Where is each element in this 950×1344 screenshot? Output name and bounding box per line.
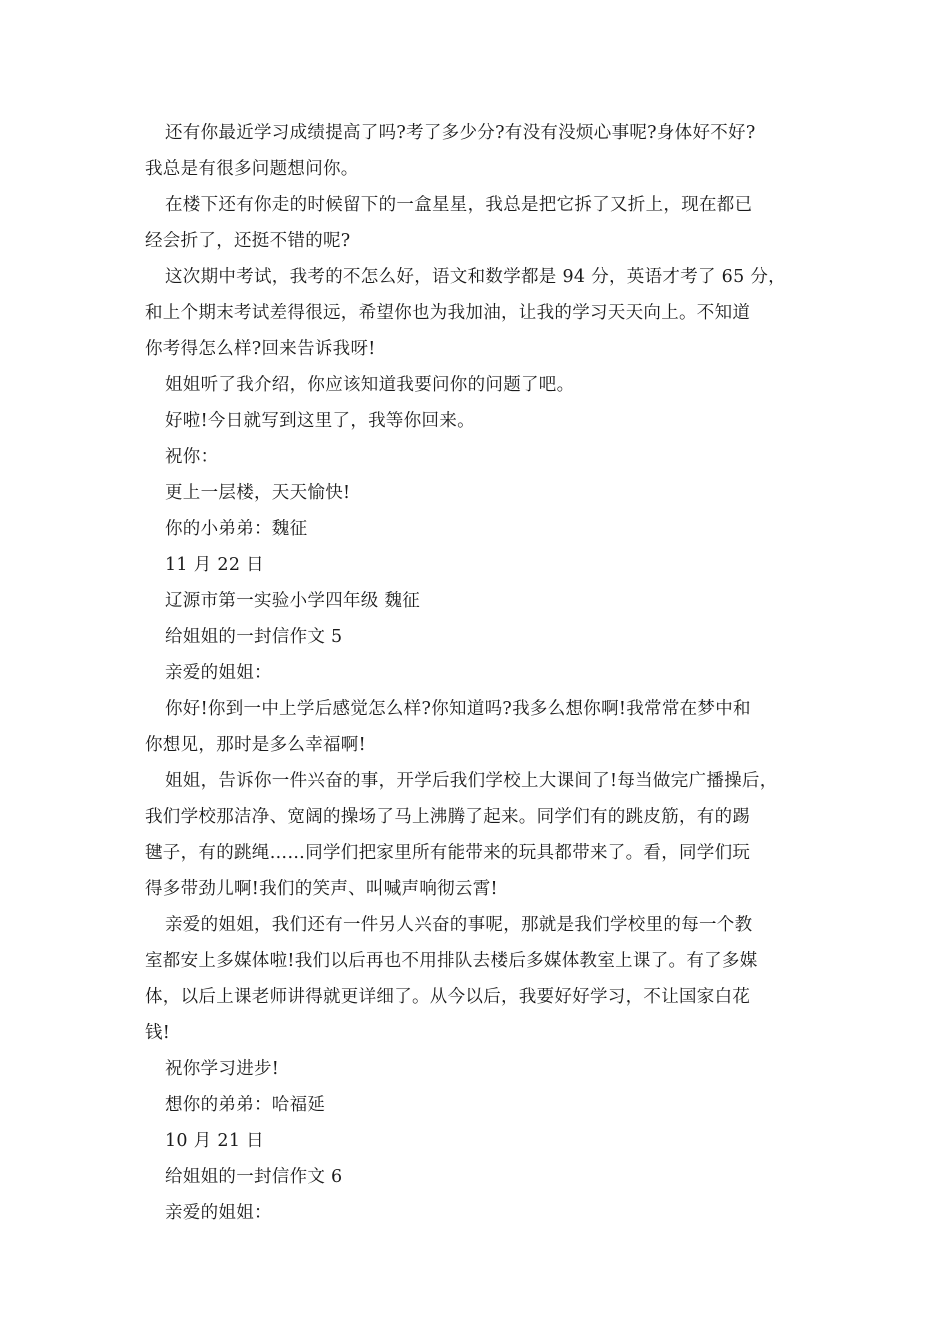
- text-line: 室都安上多媒体啦!我们以后再也不用排队去楼后多媒体教室上课了。有了多媒: [145, 951, 758, 971]
- date-line: 10 月 21 日: [165, 1131, 264, 1151]
- text-line: 好啦!今日就写到这里了，我等你回来。: [165, 411, 475, 431]
- text-line: 我总是有很多问题想问你。: [145, 159, 359, 179]
- section-title: 给姐姐的一封信作文 6: [165, 1167, 343, 1187]
- text-line: 钱!: [145, 1023, 171, 1043]
- text-line: 还有你最近学习成绩提高了吗?考了多少分?有没有没烦心事呢?身体好不好?: [165, 123, 756, 143]
- text-line: 得多带劲儿啊!我们的笑声、叫喊声响彻云霄!: [145, 879, 498, 899]
- text-line: 姐姐，告诉你一件兴奋的事，开学后我们学校上大课间了!每当做完广播操后，: [165, 771, 778, 791]
- signature-line: 你的小弟弟：魏征: [165, 519, 308, 539]
- text-line: 经会折了，还挺不错的呢?: [145, 231, 351, 251]
- letter-body: [145, 115, 805, 1231]
- signature-line: 想你的弟弟：哈福延: [165, 1095, 326, 1115]
- text-line: 我们学校那洁净、宽阔的操场了马上沸腾了起来。同学们有的跳皮筋，有的踢: [145, 807, 751, 827]
- section-title: 给姐姐的一封信作文 5: [165, 627, 343, 647]
- text-line: 体，以后上课老师讲得就更详细了。从今以后，我要好好学习，不让国家白花: [145, 987, 751, 1007]
- author-line: 辽源市第一实验小学四年级 魏征: [165, 591, 421, 611]
- text-line: 在楼下还有你走的时候留下的一盒星星，我总是把它拆了又折上，现在都已: [165, 195, 753, 215]
- text-line: 祝你学习进步!: [165, 1059, 280, 1079]
- salutation-line: 亲爱的姐姐：: [165, 1203, 272, 1223]
- date-line: 11 月 22 日: [165, 555, 264, 575]
- text-line: 更上一层楼，天天愉快!: [165, 483, 351, 503]
- text-line: 和上个期末考试差得很远，希望你也为我加油，让我的学习天天向上。不知道: [145, 303, 751, 323]
- text-line: 这次期中考试，我考的不怎么好，语文和数学都是 94 分，英语才考了 65 分，: [165, 267, 786, 287]
- text-line: 你考得怎么样?回来告诉我呀!: [145, 339, 376, 359]
- text-line: 亲爱的姐姐，我们还有一件另人兴奋的事呢，那就是我们学校里的每一个教: [165, 915, 753, 935]
- salutation-line: 亲爱的姐姐：: [165, 663, 272, 683]
- text-line: 毽子，有的跳绳……同学们把家里所有能带来的玩具都带来了。看，同学们玩: [145, 843, 751, 863]
- text-line: 姐姐听了我介绍，你应该知道我要问你的问题了吧。: [165, 375, 575, 395]
- text-line: 你好!你到一中上学后感觉怎么样?你知道吗?我多么想你啊!我常常在梦中和: [165, 699, 751, 719]
- text-line: 祝你：: [165, 447, 219, 467]
- text-line: 你想见，那时是多么幸福啊!: [145, 735, 366, 755]
